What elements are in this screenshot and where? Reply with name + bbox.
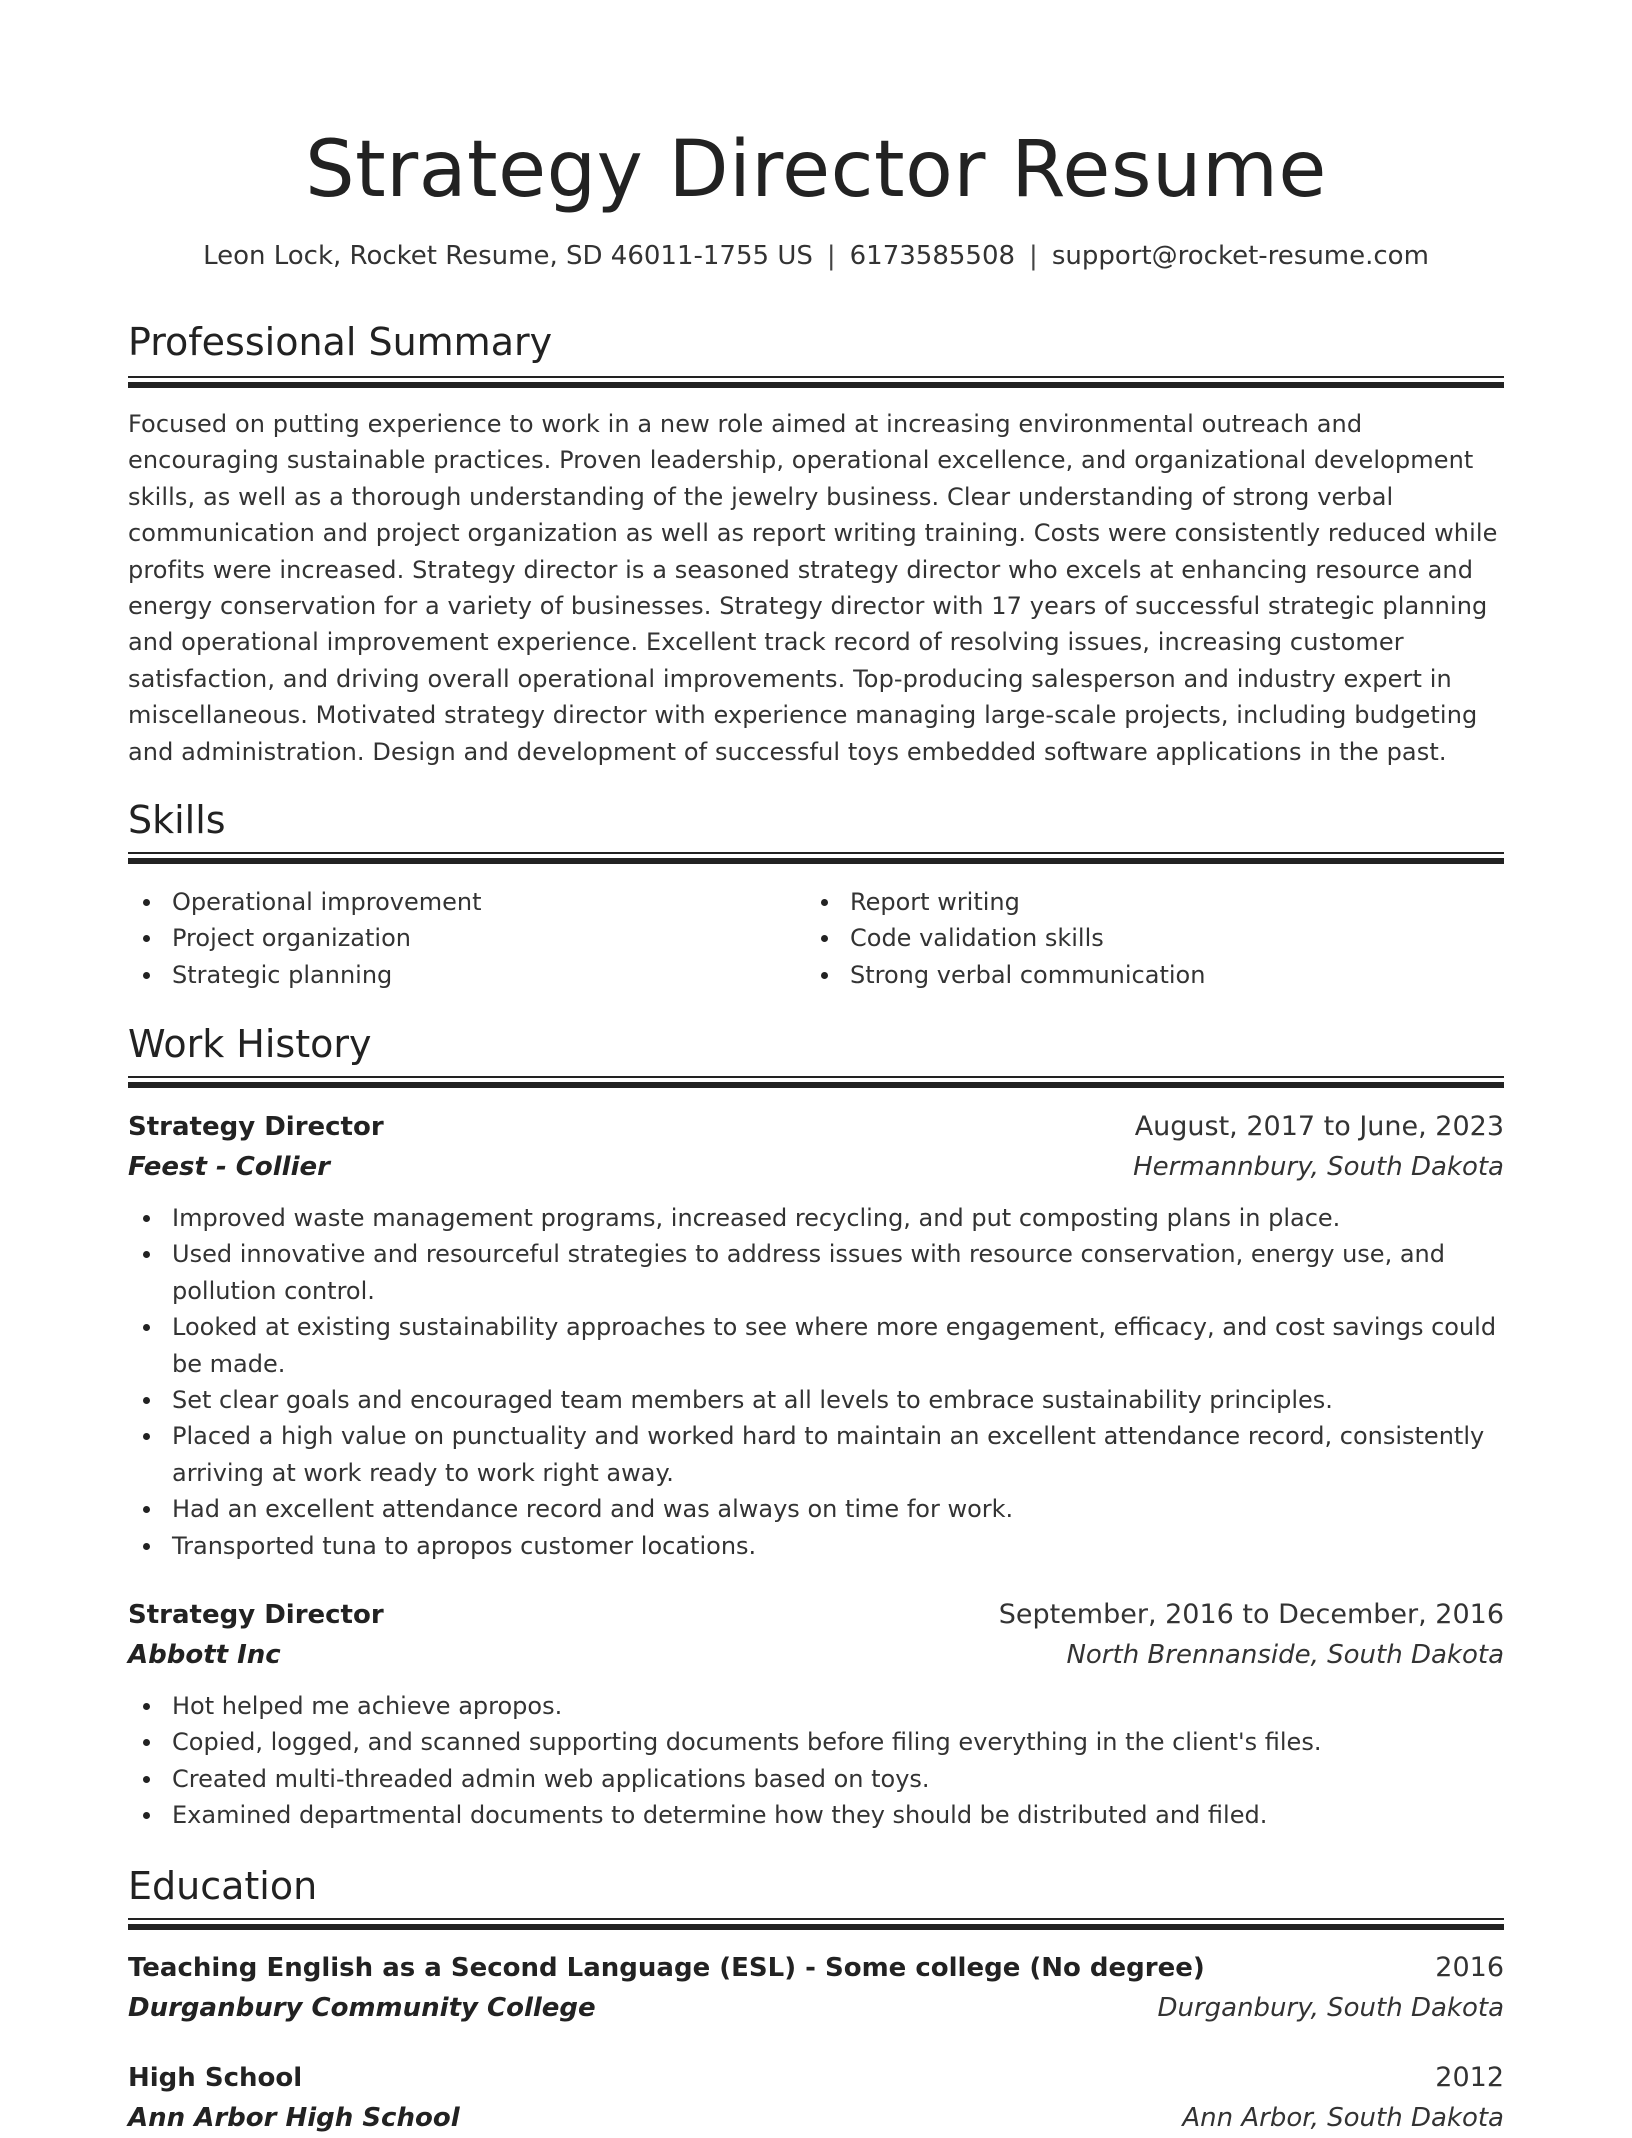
job-title: Strategy Director (128, 1600, 384, 1630)
section-title-work: Work History (128, 1022, 372, 1066)
job-bullet: Created multi-threaded admin web applications based on toys. (128, 1761, 1508, 1797)
job-bullet: Hot helped me achieve apropos. (128, 1688, 1508, 1724)
skill-item: Project organization (128, 920, 788, 956)
contact-line (0, 238, 1632, 274)
job-title: Strategy Director (128, 1112, 384, 1142)
education-year: 2012 (1435, 2062, 1504, 2093)
section-title-summary: Professional Summary (128, 320, 553, 364)
resume-title: Strategy Director Resume (305, 125, 1327, 215)
education-header (128, 1948, 1504, 1988)
education-location: Durganbury, South Dakota (1157, 1993, 1504, 2023)
job-dates: September, 2016 to December, 2016 (998, 1599, 1504, 1630)
job-company-row (128, 1635, 1504, 1675)
job-bullet: Had an excellent attendance record and was always on time for work. (128, 1491, 1508, 1527)
section-divider (128, 1076, 1504, 1088)
job-bullet: Used innovative and resourceful strategies to address issues with resource conservation, energy use, and pollution control. (128, 1236, 1508, 1309)
education-header (128, 2058, 1504, 2098)
section-divider (128, 376, 1504, 388)
job-bullet: Improved waste management programs, increased recycling, and put composting plans in place. (128, 1200, 1508, 1236)
job-bullets (128, 1688, 1508, 1834)
skills-list-right (806, 884, 1486, 993)
education-school-row (128, 2098, 1504, 2138)
contact-email: support@rocket-resume.com (1051, 241, 1429, 271)
job-header (128, 1595, 1504, 1635)
skill-item: Code validation skills (806, 920, 1486, 956)
job-company: Abbott Inc (128, 1640, 281, 1670)
job-bullet: Looked at existing sustainability approaches to see where more engagement, efficacy, and cost savings could be made. (128, 1309, 1508, 1382)
job-bullet: Transported tuna to apropos customer locations. (128, 1528, 1508, 1564)
education-year: 2016 (1435, 1952, 1504, 1983)
education-degree: High School (128, 2063, 303, 2093)
job-dates: August, 2017 to June, 2023 (1134, 1111, 1504, 1142)
section-divider (128, 1918, 1504, 1930)
education-school: Ann Arbor High School (128, 2103, 460, 2133)
education-degree: Teaching English as a Second Language (ESL) - Some college (No degree) (128, 1953, 1205, 1983)
job-company: Feest - Collier (128, 1152, 330, 1182)
section-title-education: Education (128, 1864, 318, 1908)
skill-item: Strategic planning (128, 957, 788, 993)
summary-text: Focused on putting experience to work in a new role aimed at increasing environmental outreach and encouraging sustainable practices. Proven leadership, operational excellence, and organizational development skills, as well as a thorough understanding of the jewelry business. Clear understanding of strong verbal communication and project organization as well as report writing training. Costs were consistently reduced while profits were increased. Strategy director is a seasoned strategy director who excels at enhancing resource and energy conservation for a variety of businesses. Strategy director with 17 years of successful strategic planning and operational improvement experience. Excellent track record of resolving issues, increasing customer satisfaction, and driving overall operational improvements. Top-producing salesperson and industry expert in miscellaneous. Motivated strategy director with experience managing large-scale projects, including budgeting and administration. Design and development of successful toys embedded software applications in the past. (128, 410, 1498, 766)
job-location: North Brennanside, South Dakota (1066, 1640, 1504, 1670)
skill-item: Strong verbal communication (806, 957, 1486, 993)
job-bullets (128, 1200, 1508, 1564)
job-company-row (128, 1147, 1504, 1187)
skill-item: Report writing (806, 884, 1486, 920)
education-school-row (128, 1988, 1504, 2028)
education-location: Ann Arbor, South Dakota (1182, 2103, 1504, 2133)
contact-separator: | (826, 241, 836, 271)
job-bullet: Examined departmental documents to determine how they should be distributed and filed. (128, 1797, 1508, 1833)
job-header (128, 1107, 1504, 1147)
section-divider (128, 852, 1504, 864)
contact-address: Leon Lock, Rocket Resume, SD 46011-1755 US (203, 241, 813, 271)
skill-item: Operational improvement (128, 884, 788, 920)
skills-list-left (128, 884, 788, 993)
job-bullet: Copied, logged, and scanned supporting documents before filing everything in the client's files. (128, 1724, 1508, 1760)
section-title-skills: Skills (128, 798, 226, 842)
contact-phone: 6173585508 (849, 241, 1016, 271)
education-school: Durganbury Community College (128, 1993, 596, 2023)
job-bullet: Placed a high value on punctuality and worked hard to maintain an excellent attendance record, consistently arriving at work ready to work right away. (128, 1418, 1508, 1491)
job-location: Hermannbury, South Dakota (1133, 1152, 1504, 1182)
job-bullet: Set clear goals and encouraged team members at all levels to embrace sustainability principles. (128, 1382, 1508, 1418)
contact-separator: | (1029, 241, 1038, 271)
